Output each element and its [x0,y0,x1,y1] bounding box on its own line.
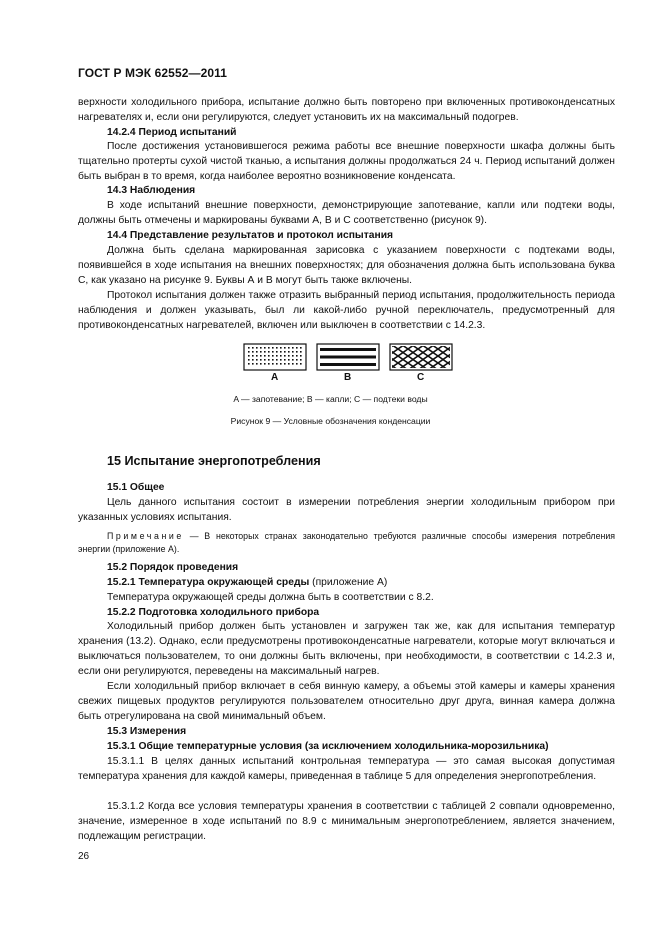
paragraph-15-1: Цель данного испытания состоит в измерении потребления энергии холодильным прибором при указанных условиях испытания. [78,497,615,523]
symbol-c-water-runs-icon [390,344,452,370]
condensation-symbols [243,342,453,372]
heading-14-2-4: 14.2.4 Период испытаний [107,127,237,138]
standard-header: ГОСТ Р МЭК 62552—2011 [78,66,228,80]
paragraph-15-3-1-2: 15.3.1.2 Когда все условия температуры хранения в соответствии с таблицей 2 совпали одновременно, значение, измеренное в ходе испытаний по 8.9 с минимальным энергопотреблением, является значением, подлежащим регистрации. [78,801,615,842]
figure-label-c: C [417,372,425,383]
heading-15-2-1-text: 15.2.1 Температура окружающей среды [107,577,310,588]
heading-15-1: 15.1 Общее [107,482,165,493]
paragraph-15-2-1: Температура окружающей среды должна быть в соответствии с 8.2. [107,592,434,603]
section-15-title: 15 Испытание энергопотребления [107,454,321,468]
heading-14-3: 14.3 Наблюдения [107,185,196,196]
heading-14-4: 14.4 Представление результатов и протокол испытания [107,230,394,241]
symbol-b-droplets-icon [317,344,379,370]
figure-caption: Рисунок 9 — Условные обозначения конденсации [230,416,431,426]
heading-15-3-1: 15.3.1 Общие температурные условия (за исключением холодильника-морозильника) [107,741,549,752]
paragraph-continuation: верхности холодильного прибора, испытание должно быть повторено при включенных противоконденсатных нагревателях и, если они регулируются, следует установить их на максимальный подогрев. [78,97,615,123]
heading-15-2-1-suffix: (приложение А) [309,577,388,588]
note-15-1 [78,530,615,556]
symbol-a-fogging-icon [244,344,306,370]
heading-15-3: 15.3 Измерения [107,726,187,737]
paragraph-15-2-2-a: Холодильный прибор должен быть установлен и загружен так же, как для испытания температур хранения (13.2). Однако, если предусмотрены противоконденсатные нагреватели, которые могут включаться и выключаться пользователем, то они должны быть включены, при необходимости, в соответствии с 14.2.3 и, если они регулируются, переведены на максимальный нагрев. [78,621,615,677]
figure-label-a: A [271,372,279,383]
paragraph-14-3: В ходе испытаний внешние поверхности, демонстрирующие запотевание, капли или подтеки воды, должны быть отмечены и маркированы буквами А, В и С соответственно (рисунок 9). [78,200,615,226]
page-number: 26 [78,851,90,862]
paragraph-14-4-b: Протокол испытания должен также отразить выбранный период испытания, продолжительность периода наблюдения и должен указывать, был ли какой-либо ручной переключатель, предусмотренный для противоконденсатных нагревателей, включен или выключен в соответствии с 14.2.3. [78,290,615,331]
heading-15-2-1 [107,576,387,590]
figure-label-b: B [344,372,352,383]
note-text: — В некоторых странах законодательно требуются различные способы измерения потребления энергии (приложение А). [78,531,615,554]
paragraph-15-2-2-b: Если холодильный прибор включает в себя винную камеру, а объемы этой камеры и камеры хранения свежих пищевых продуктов регулируются пользователем относительно друг друга, винная камера должна быть отрегулирована на свой минимальный объем. [78,681,615,722]
heading-15-2-2: 15.2.2 Подготовка холодильного прибора [107,607,320,618]
note-label: Примечание [107,531,184,541]
paragraph-15-3-1-1: 15.3.1.1 В целях данных испытаний контрольная температура — это самая высокая допустимая температура хранения для каждой камеры, приведенная в таблице 5 для определения энергопотребления. [78,756,615,782]
heading-15-2: 15.2 Порядок проведения [107,562,239,573]
paragraph-14-4-a: Должна быть сделана маркированная зарисовка с указанием поверхности с подтеками воды, появившейся в ходе испытания на внешних поверхностях; для обозначения должна быть использована буква С, как указано на рисунке 9. Буквы А и В могут быть также включены. [78,245,615,286]
figure-legend: A — запотевание; B — капли; C — подтеки воды [233,394,428,404]
paragraph-14-2-4: После достижения установившегося режима работы все внешние поверхности шкафа должны быть тщательно протерты сухой чистой тканью, а испытания должны продолжаться 24 ч. Период испытаний должен быть выбран в то время, когда наиболее вероятно возникновение конденсата. [78,141,615,182]
